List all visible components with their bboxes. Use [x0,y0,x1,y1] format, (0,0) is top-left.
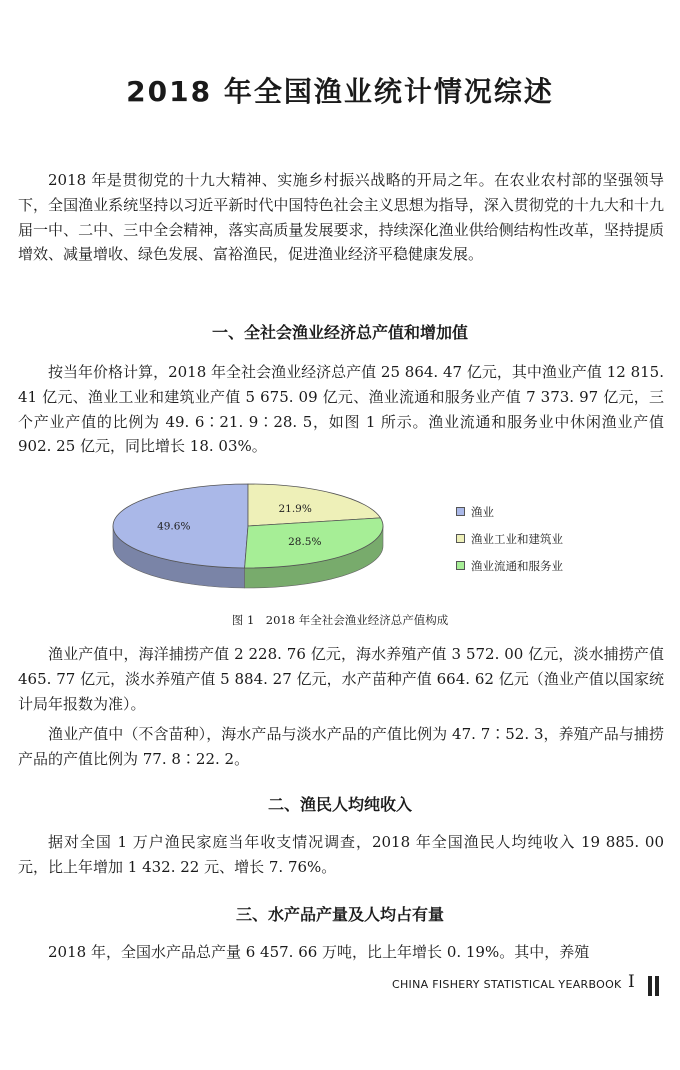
legend-item-fishery [456,498,563,525]
pie-slice-services-label: 28.5% [288,535,322,548]
page-title: 2018 年全国渔业统计情况综述 [126,75,554,108]
footer-yearbook-title: CHINA FISHERY STATISTICAL YEARBOOK [392,978,622,991]
legend-label-industry: 渔业工业和建筑业 [471,531,563,546]
figure-caption: 图 1 2018 年全社会渔业经济总产值构成 [231,613,449,627]
section-1-heading: 一、全社会渔业经济总产值和增加值 [211,323,468,342]
section-3-paragraph: 2018 年，全国水产品总产量 6 457. 66 万吨，比上年增长 0. 19%。其中，养殖 [48,943,590,961]
intro-paragraph: 2018 年是贯彻党的十九大精神、实施乡村振兴战略的开局之年。在农业农村部的坚强领导下，全国渔业系统坚持以习近平新时代中国特色社会主义思想为指导，深入贯彻党的十九大和十九届一中、二中、三中全会精神，落实高质量发展要求，持续深化渔业供给侧结构性改革，坚持提质增效、减量增收、绿色发展、富裕渔民，促进渔业经济平稳健康发展。 [18,171,664,264]
legend-item-services [456,552,563,579]
paragraph-fishery-ratio: 渔业产值中（不含苗种），海水产品与淡水产品的产值比例为 47. 7∶52. 3，养殖产品与捕捞产品的产值比例为 77. 8∶22. 2。 [18,725,664,768]
section-2-paragraph: 据对全国 1 万户渔民家庭当年收支情况调查，2018 年全国渔民人均纯收入 19 885. 00 元，比上年增加 1 432. 22 元、增长 7. 76%。 [18,833,664,876]
pie-chart [108,478,408,593]
section-3-heading: 三、水产品产量及人均占有量 [235,905,444,924]
legend-swatch-industry [456,534,465,543]
legend-swatch-fishery [456,507,465,516]
legend-label-services: 渔业流通和服务业 [471,558,563,573]
paragraph-fishery-breakdown: 渔业产值中，海洋捕捞产值 2 228. 76 亿元，海水养殖产值 3 572. 00 亿元，淡水捕捞产值 465. 77 亿元，淡水养殖产值 5 884. 27 亿元，水产苗种产值 664. 62 亿元（渔业产值以国家统计局年报数为准）。 [18,645,664,713]
pie-slice-industry-label: 21.9% [278,503,312,516]
legend-label-fishery: 渔业 [471,504,494,519]
section-1-paragraph: 按当年价格计算，2018 年全社会渔业经济总产值 25 864. 47 亿元，其中渔业产值 12 815. 41 亿元、渔业工业和建筑业产值 5 675. 09 亿元、渔业流通和服务业产值 7 373. 97 亿元，三个产业产值的比例为 49. 6∶21. 9∶28. 5，如图 1 所示。渔业流通和服务业中休闲渔业产值 902. 25 亿元，同比增长 18. 03%。 [18,363,664,456]
legend-item-industry [456,525,563,552]
legend-swatch-services [456,561,465,570]
footer-bars-decoration [648,976,659,996]
pie-slice-fishery-label: 49.6% [157,520,191,533]
page-number: I [628,972,635,992]
section-2-heading: 二、渔民人均纯收入 [267,795,412,814]
chart-legend [456,498,563,579]
